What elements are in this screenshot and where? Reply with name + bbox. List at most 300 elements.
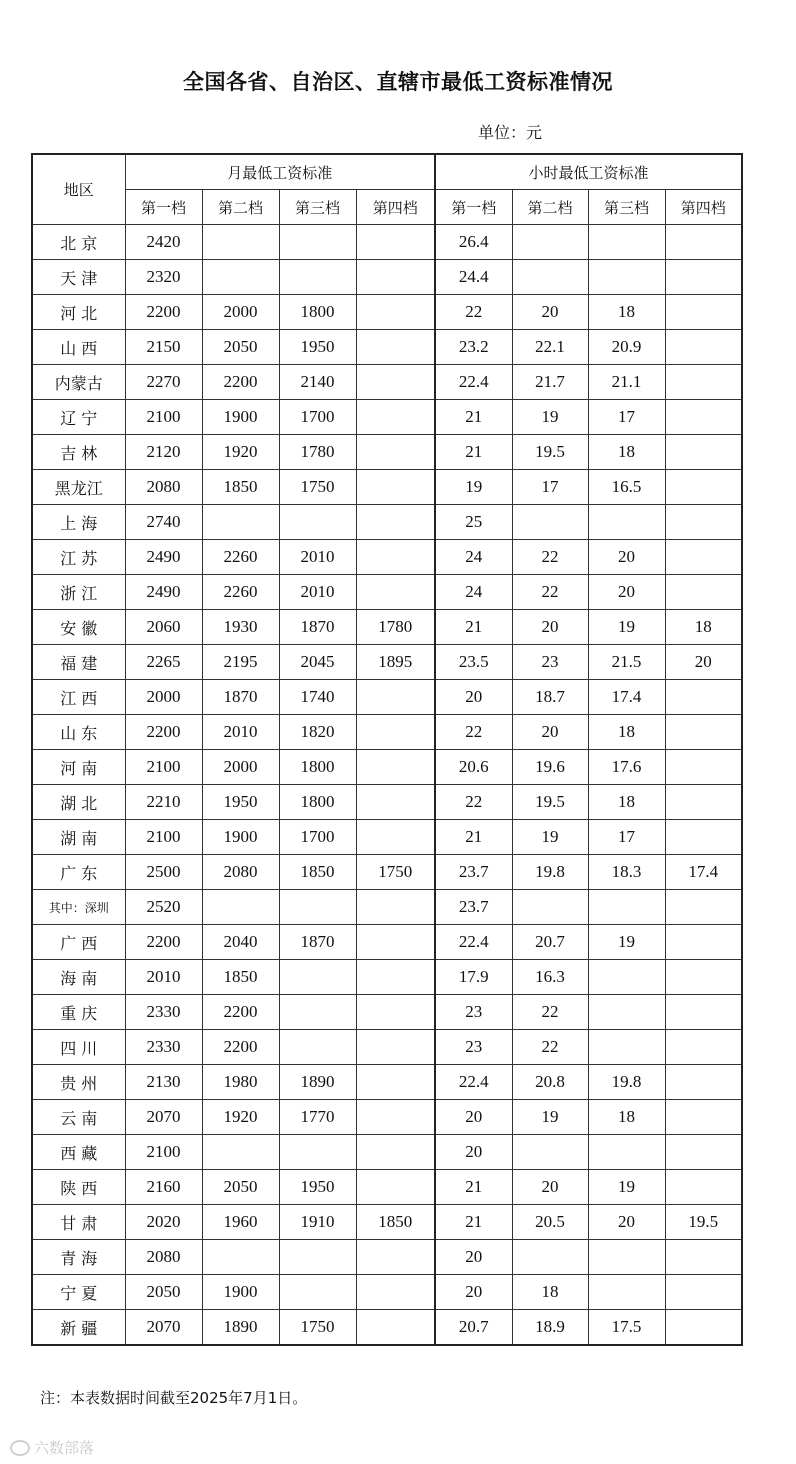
table-body <box>32 225 742 1346</box>
table-row <box>32 750 742 785</box>
monthly-wage-cell <box>279 225 356 260</box>
region-cell: 四 川 <box>32 1030 125 1065</box>
monthly-wage-cell <box>202 225 279 260</box>
hourly-wage-cell <box>588 890 665 925</box>
hourly-wage-cell: 18.3 <box>588 855 665 890</box>
monthly-wage-cell: 2130 <box>125 1065 202 1100</box>
hourly-wage-cell: 16.5 <box>588 470 665 505</box>
hourly-wage-cell: 22 <box>435 785 512 820</box>
hourly-wage-cell <box>588 960 665 995</box>
hourly-wage-cell: 20 <box>588 540 665 575</box>
hourly-wage-cell: 23.5 <box>435 645 512 680</box>
hourly-wage-cell: 20 <box>435 1275 512 1310</box>
monthly-wage-cell: 1800 <box>279 785 356 820</box>
monthly-wage-cell: 1920 <box>202 435 279 470</box>
table-row <box>32 330 742 365</box>
region-cell: 江 苏 <box>32 540 125 575</box>
watermark <box>10 1437 94 1458</box>
monthly-wage-cell: 2000 <box>125 680 202 715</box>
hourly-wage-cell <box>665 1240 742 1275</box>
monthly-wage-cell <box>202 260 279 295</box>
monthly-wage-cell: 2520 <box>125 890 202 925</box>
hourly-wage-cell: 21 <box>435 1205 512 1240</box>
hourly-tier-header: 第一档 <box>435 190 512 225</box>
monthly-wage-cell: 1800 <box>279 750 356 785</box>
monthly-wage-cell <box>356 365 435 400</box>
region-cell: 黑龙江 <box>32 470 125 505</box>
hourly-wage-cell: 19 <box>588 610 665 645</box>
region-cell: 浙 江 <box>32 575 125 610</box>
hourly-wage-cell: 21 <box>435 435 512 470</box>
table-row <box>32 890 742 925</box>
table-row <box>32 995 742 1030</box>
monthly-wage-cell: 2100 <box>125 1135 202 1170</box>
monthly-wage-cell: 1890 <box>279 1065 356 1100</box>
region-cell: 青 海 <box>32 1240 125 1275</box>
monthly-wage-cell: 2260 <box>202 575 279 610</box>
hourly-wage-cell <box>665 1030 742 1065</box>
region-cell: 上 海 <box>32 505 125 540</box>
region-cell: 福 建 <box>32 645 125 680</box>
hourly-wage-cell <box>512 505 588 540</box>
hourly-wage-cell: 19.6 <box>512 750 588 785</box>
hourly-wage-cell <box>665 225 742 260</box>
monthly-wage-cell: 1950 <box>202 785 279 820</box>
monthly-wage-cell: 2020 <box>125 1205 202 1240</box>
hourly-wage-cell: 18 <box>588 785 665 820</box>
monthly-wage-cell: 1900 <box>202 400 279 435</box>
table-row <box>32 505 742 540</box>
monthly-wage-cell <box>356 890 435 925</box>
hourly-wage-cell: 20 <box>512 715 588 750</box>
hourly-wage-cell: 17.6 <box>588 750 665 785</box>
monthly-wage-cell: 2080 <box>125 1240 202 1275</box>
monthly-wage-cell: 2050 <box>202 1170 279 1205</box>
hourly-wage-cell <box>512 890 588 925</box>
table-row <box>32 1030 742 1065</box>
monthly-wage-cell: 2010 <box>202 715 279 750</box>
monthly-wage-cell: 1770 <box>279 1100 356 1135</box>
hourly-wage-cell: 23 <box>435 1030 512 1065</box>
hourly-wage-cell: 17 <box>588 820 665 855</box>
hourly-wage-cell <box>665 925 742 960</box>
monthly-wage-cell: 2330 <box>125 1030 202 1065</box>
hourly-wage-cell: 21 <box>435 400 512 435</box>
monthly-wage-cell: 2490 <box>125 575 202 610</box>
monthly-wage-cell: 2120 <box>125 435 202 470</box>
monthly-wage-cell: 1895 <box>356 645 435 680</box>
table-row <box>32 540 742 575</box>
hourly-wage-cell: 20 <box>512 1170 588 1205</box>
table-row <box>32 470 742 505</box>
footnote: 注：本表数据时间截至2025年7月1日。 <box>40 1389 308 1407</box>
hourly-wage-cell: 16.3 <box>512 960 588 995</box>
monthly-wage-cell: 1890 <box>202 1310 279 1346</box>
table-row <box>32 365 742 400</box>
hourly-wage-cell: 20.7 <box>512 925 588 960</box>
hourly-wage-cell: 17.9 <box>435 960 512 995</box>
monthly-wage-cell <box>279 1030 356 1065</box>
monthly-wage-cell: 2210 <box>125 785 202 820</box>
monthly-wage-cell: 1700 <box>279 400 356 435</box>
hourly-wage-cell <box>665 505 742 540</box>
hourly-wage-cell: 19.5 <box>512 435 588 470</box>
hourly-wage-cell: 18 <box>512 1275 588 1310</box>
region-cell: 湖 北 <box>32 785 125 820</box>
table-row <box>32 435 742 470</box>
hourly-wage-cell: 21.7 <box>512 365 588 400</box>
hourly-wage-cell <box>512 1240 588 1275</box>
hourly-wage-cell: 23 <box>512 645 588 680</box>
table-row <box>32 960 742 995</box>
table-row <box>32 1100 742 1135</box>
monthly-wage-cell <box>356 1275 435 1310</box>
hourly-wage-cell: 22.4 <box>435 1065 512 1100</box>
hourly-wage-cell: 20 <box>588 1205 665 1240</box>
monthly-wage-cell: 2050 <box>125 1275 202 1310</box>
monthly-wage-cell: 1850 <box>279 855 356 890</box>
hourly-wage-cell: 24.4 <box>435 260 512 295</box>
hourly-wage-cell: 17.4 <box>665 855 742 890</box>
hourly-wage-cell <box>665 1065 742 1100</box>
monthly-wage-cell: 1960 <box>202 1205 279 1240</box>
table-row <box>32 1310 742 1346</box>
monthly-wage-cell <box>356 1170 435 1205</box>
monthly-tier-header: 第二档 <box>202 190 279 225</box>
hourly-wage-cell: 19 <box>435 470 512 505</box>
region-cell: 北 京 <box>32 225 125 260</box>
hourly-wage-cell: 20.6 <box>435 750 512 785</box>
table-row <box>32 225 742 260</box>
hourly-wage-cell <box>665 400 742 435</box>
hourly-wage-cell: 20 <box>588 575 665 610</box>
hourly-wage-cell: 18 <box>588 435 665 470</box>
hourly-wage-cell: 19.8 <box>588 1065 665 1100</box>
hourly-wage-cell <box>512 1135 588 1170</box>
monthly-wage-cell <box>356 505 435 540</box>
hourly-wage-cell <box>665 715 742 750</box>
hourly-wage-cell <box>665 960 742 995</box>
hourly-wage-cell: 19.5 <box>665 1205 742 1240</box>
monthly-wage-cell: 2270 <box>125 365 202 400</box>
hourly-wage-cell <box>588 505 665 540</box>
hourly-wage-cell: 20 <box>435 680 512 715</box>
hourly-wage-cell <box>665 820 742 855</box>
monthly-wage-cell: 1850 <box>202 470 279 505</box>
hourly-wage-cell: 19 <box>512 1100 588 1135</box>
hourly-wage-cell: 18.9 <box>512 1310 588 1346</box>
hourly-wage-cell: 22 <box>435 715 512 750</box>
monthly-wage-cell: 1930 <box>202 610 279 645</box>
monthly-wage-cell <box>279 960 356 995</box>
monthly-wage-cell: 1910 <box>279 1205 356 1240</box>
table-row <box>32 715 742 750</box>
monthly-wage-cell: 2010 <box>279 575 356 610</box>
watermark-text: 六数部落 <box>34 1439 95 1457</box>
monthly-wage-cell <box>202 1240 279 1275</box>
hourly-wage-cell: 21.1 <box>588 365 665 400</box>
monthly-wage-cell: 2040 <box>202 925 279 960</box>
region-cell: 海 南 <box>32 960 125 995</box>
monthly-wage-cell: 2080 <box>202 855 279 890</box>
table-row <box>32 1170 742 1205</box>
hourly-wage-cell: 22.4 <box>435 365 512 400</box>
monthly-tier-header: 第三档 <box>279 190 356 225</box>
region-cell: 甘 肃 <box>32 1205 125 1240</box>
monthly-wage-cell: 2320 <box>125 260 202 295</box>
monthly-wage-cell: 2000 <box>202 295 279 330</box>
region-header: 地区 <box>32 154 125 225</box>
hourly-wage-cell: 17 <box>588 400 665 435</box>
hourly-wage-cell: 20 <box>435 1100 512 1135</box>
monthly-wage-cell: 1980 <box>202 1065 279 1100</box>
monthly-wage-cell: 1850 <box>202 960 279 995</box>
region-cell: 其中：深圳 <box>32 890 125 925</box>
table-row <box>32 575 742 610</box>
hourly-group-header: 小时最低工资标准 <box>435 154 742 190</box>
monthly-wage-cell: 2200 <box>202 365 279 400</box>
hourly-wage-cell <box>512 260 588 295</box>
hourly-wage-cell: 23.7 <box>435 890 512 925</box>
region-cell: 贵 州 <box>32 1065 125 1100</box>
monthly-wage-cell: 1750 <box>279 470 356 505</box>
hourly-wage-cell: 22 <box>512 995 588 1030</box>
monthly-wage-cell: 1920 <box>202 1100 279 1135</box>
table-row <box>32 785 742 820</box>
monthly-wage-cell <box>356 225 435 260</box>
monthly-wage-cell: 1780 <box>356 610 435 645</box>
monthly-wage-cell: 1820 <box>279 715 356 750</box>
monthly-wage-cell: 2420 <box>125 225 202 260</box>
monthly-wage-cell <box>202 505 279 540</box>
monthly-wage-cell <box>356 995 435 1030</box>
hourly-wage-cell <box>665 540 742 575</box>
region-cell: 山 西 <box>32 330 125 365</box>
hourly-wage-cell: 22 <box>512 540 588 575</box>
hourly-wage-cell: 21 <box>435 820 512 855</box>
monthly-wage-cell: 1870 <box>279 610 356 645</box>
monthly-wage-cell: 2100 <box>125 750 202 785</box>
region-cell: 云 南 <box>32 1100 125 1135</box>
hourly-wage-cell: 19 <box>588 1170 665 1205</box>
monthly-wage-cell: 1900 <box>202 1275 279 1310</box>
hourly-wage-cell <box>665 750 742 785</box>
hourly-wage-cell <box>665 470 742 505</box>
hourly-wage-cell: 24 <box>435 575 512 610</box>
monthly-wage-cell <box>356 1065 435 1100</box>
monthly-wage-cell <box>279 505 356 540</box>
monthly-wage-cell: 1870 <box>202 680 279 715</box>
table-row <box>32 1135 742 1170</box>
monthly-wage-cell <box>356 330 435 365</box>
monthly-wage-cell <box>356 295 435 330</box>
hourly-wage-cell: 19.5 <box>512 785 588 820</box>
monthly-wage-cell: 2200 <box>125 295 202 330</box>
monthly-wage-cell <box>356 1240 435 1275</box>
monthly-wage-cell <box>279 1135 356 1170</box>
hourly-wage-cell <box>665 1170 742 1205</box>
monthly-wage-cell: 2070 <box>125 1310 202 1346</box>
hourly-wage-cell <box>665 330 742 365</box>
monthly-wage-cell <box>356 400 435 435</box>
page-title: 全国各省、自治区、直辖市最低工资标准情况 <box>183 70 613 94</box>
hourly-wage-cell: 26.4 <box>435 225 512 260</box>
region-cell: 广 东 <box>32 855 125 890</box>
region-cell: 重 庆 <box>32 995 125 1030</box>
hourly-wage-cell: 22 <box>512 1030 588 1065</box>
monthly-wage-cell <box>356 1030 435 1065</box>
hourly-wage-cell: 17.4 <box>588 680 665 715</box>
watermark-logo-icon <box>10 1440 30 1456</box>
hourly-wage-cell: 23.2 <box>435 330 512 365</box>
table-row <box>32 1065 742 1100</box>
monthly-wage-cell: 1850 <box>356 1205 435 1240</box>
region-cell: 安 徽 <box>32 610 125 645</box>
hourly-wage-cell <box>588 260 665 295</box>
hourly-wage-cell <box>665 785 742 820</box>
monthly-wage-cell: 2050 <box>202 330 279 365</box>
hourly-wage-cell: 18 <box>665 610 742 645</box>
hourly-wage-cell <box>665 1100 742 1135</box>
monthly-wage-cell: 1950 <box>279 330 356 365</box>
region-cell: 湖 南 <box>32 820 125 855</box>
monthly-wage-cell <box>356 750 435 785</box>
hourly-wage-cell <box>512 225 588 260</box>
hourly-wage-cell <box>665 295 742 330</box>
table-row <box>32 645 742 680</box>
monthly-wage-cell: 2160 <box>125 1170 202 1205</box>
monthly-wage-cell <box>356 540 435 575</box>
hourly-wage-cell: 18 <box>588 295 665 330</box>
monthly-wage-cell: 2150 <box>125 330 202 365</box>
hourly-wage-cell: 19 <box>512 400 588 435</box>
unit-label: 单位：元 <box>478 123 543 142</box>
hourly-wage-cell <box>665 435 742 470</box>
hourly-wage-cell <box>665 260 742 295</box>
monthly-wage-cell: 2200 <box>202 995 279 1030</box>
hourly-wage-cell <box>588 1135 665 1170</box>
region-cell: 河 北 <box>32 295 125 330</box>
region-cell: 宁 夏 <box>32 1275 125 1310</box>
monthly-wage-cell: 2010 <box>279 540 356 575</box>
monthly-wage-cell: 2200 <box>125 715 202 750</box>
monthly-wage-cell <box>356 785 435 820</box>
region-cell: 河 南 <box>32 750 125 785</box>
monthly-wage-cell: 1750 <box>279 1310 356 1346</box>
region-cell: 江 西 <box>32 680 125 715</box>
hourly-wage-cell: 25 <box>435 505 512 540</box>
hourly-wage-cell: 21 <box>435 610 512 645</box>
hourly-wage-cell: 18 <box>588 1100 665 1135</box>
monthly-wage-cell <box>356 680 435 715</box>
hourly-wage-cell: 18 <box>588 715 665 750</box>
hourly-wage-cell <box>665 575 742 610</box>
monthly-wage-cell: 1950 <box>279 1170 356 1205</box>
monthly-wage-cell: 2260 <box>202 540 279 575</box>
hourly-wage-cell: 18.7 <box>512 680 588 715</box>
monthly-wage-cell: 2490 <box>125 540 202 575</box>
monthly-wage-cell <box>202 890 279 925</box>
monthly-wage-cell: 2200 <box>125 925 202 960</box>
monthly-wage-cell: 1800 <box>279 295 356 330</box>
monthly-wage-cell: 2010 <box>125 960 202 995</box>
monthly-wage-cell <box>356 820 435 855</box>
monthly-wage-cell: 2060 <box>125 610 202 645</box>
monthly-wage-cell: 2100 <box>125 820 202 855</box>
monthly-wage-cell: 1900 <box>202 820 279 855</box>
region-cell: 山 东 <box>32 715 125 750</box>
monthly-wage-cell: 2140 <box>279 365 356 400</box>
monthly-wage-cell: 2070 <box>125 1100 202 1135</box>
monthly-wage-cell: 2500 <box>125 855 202 890</box>
hourly-wage-cell: 20.8 <box>512 1065 588 1100</box>
hourly-wage-cell: 24 <box>435 540 512 575</box>
hourly-wage-cell: 20 <box>665 645 742 680</box>
table-row <box>32 1205 742 1240</box>
hourly-wage-cell: 19 <box>588 925 665 960</box>
hourly-wage-cell <box>588 1030 665 1065</box>
monthly-wage-cell <box>356 260 435 295</box>
monthly-wage-cell: 2265 <box>125 645 202 680</box>
monthly-wage-cell: 2330 <box>125 995 202 1030</box>
hourly-wage-cell: 20 <box>435 1240 512 1275</box>
hourly-wage-cell: 19 <box>512 820 588 855</box>
monthly-wage-cell: 1870 <box>279 925 356 960</box>
monthly-wage-cell <box>356 575 435 610</box>
table-row <box>32 260 742 295</box>
hourly-tier-header: 第三档 <box>588 190 665 225</box>
monthly-wage-cell: 2195 <box>202 645 279 680</box>
monthly-wage-cell <box>356 1135 435 1170</box>
hourly-wage-cell <box>588 225 665 260</box>
hourly-wage-cell <box>665 890 742 925</box>
monthly-wage-cell <box>356 715 435 750</box>
monthly-wage-cell <box>279 1275 356 1310</box>
hourly-wage-cell: 20 <box>512 610 588 645</box>
hourly-wage-cell: 20 <box>512 295 588 330</box>
hourly-wage-cell <box>588 1275 665 1310</box>
table-row <box>32 1275 742 1310</box>
region-cell: 广 西 <box>32 925 125 960</box>
monthly-wage-cell: 1700 <box>279 820 356 855</box>
hourly-wage-cell <box>665 1275 742 1310</box>
table-row <box>32 295 742 330</box>
monthly-tier-header: 第四档 <box>356 190 435 225</box>
monthly-wage-cell <box>356 1100 435 1135</box>
monthly-wage-cell <box>356 960 435 995</box>
region-cell: 西 藏 <box>32 1135 125 1170</box>
hourly-tier-header: 第四档 <box>665 190 742 225</box>
table-row <box>32 680 742 715</box>
hourly-wage-cell: 17.5 <box>588 1310 665 1346</box>
hourly-wage-cell: 23.7 <box>435 855 512 890</box>
hourly-wage-cell: 22 <box>435 295 512 330</box>
hourly-wage-cell: 20 <box>435 1135 512 1170</box>
hourly-wage-cell <box>588 995 665 1030</box>
hourly-wage-cell: 21.5 <box>588 645 665 680</box>
monthly-wage-cell <box>279 260 356 295</box>
monthly-wage-cell <box>356 1310 435 1346</box>
hourly-wage-cell: 22.1 <box>512 330 588 365</box>
monthly-wage-cell: 2080 <box>125 470 202 505</box>
monthly-wage-cell <box>279 1240 356 1275</box>
monthly-wage-cell: 2740 <box>125 505 202 540</box>
table-row <box>32 400 742 435</box>
hourly-wage-cell <box>665 680 742 715</box>
monthly-wage-cell <box>356 925 435 960</box>
monthly-wage-cell: 1740 <box>279 680 356 715</box>
monthly-wage-cell: 2200 <box>202 1030 279 1065</box>
